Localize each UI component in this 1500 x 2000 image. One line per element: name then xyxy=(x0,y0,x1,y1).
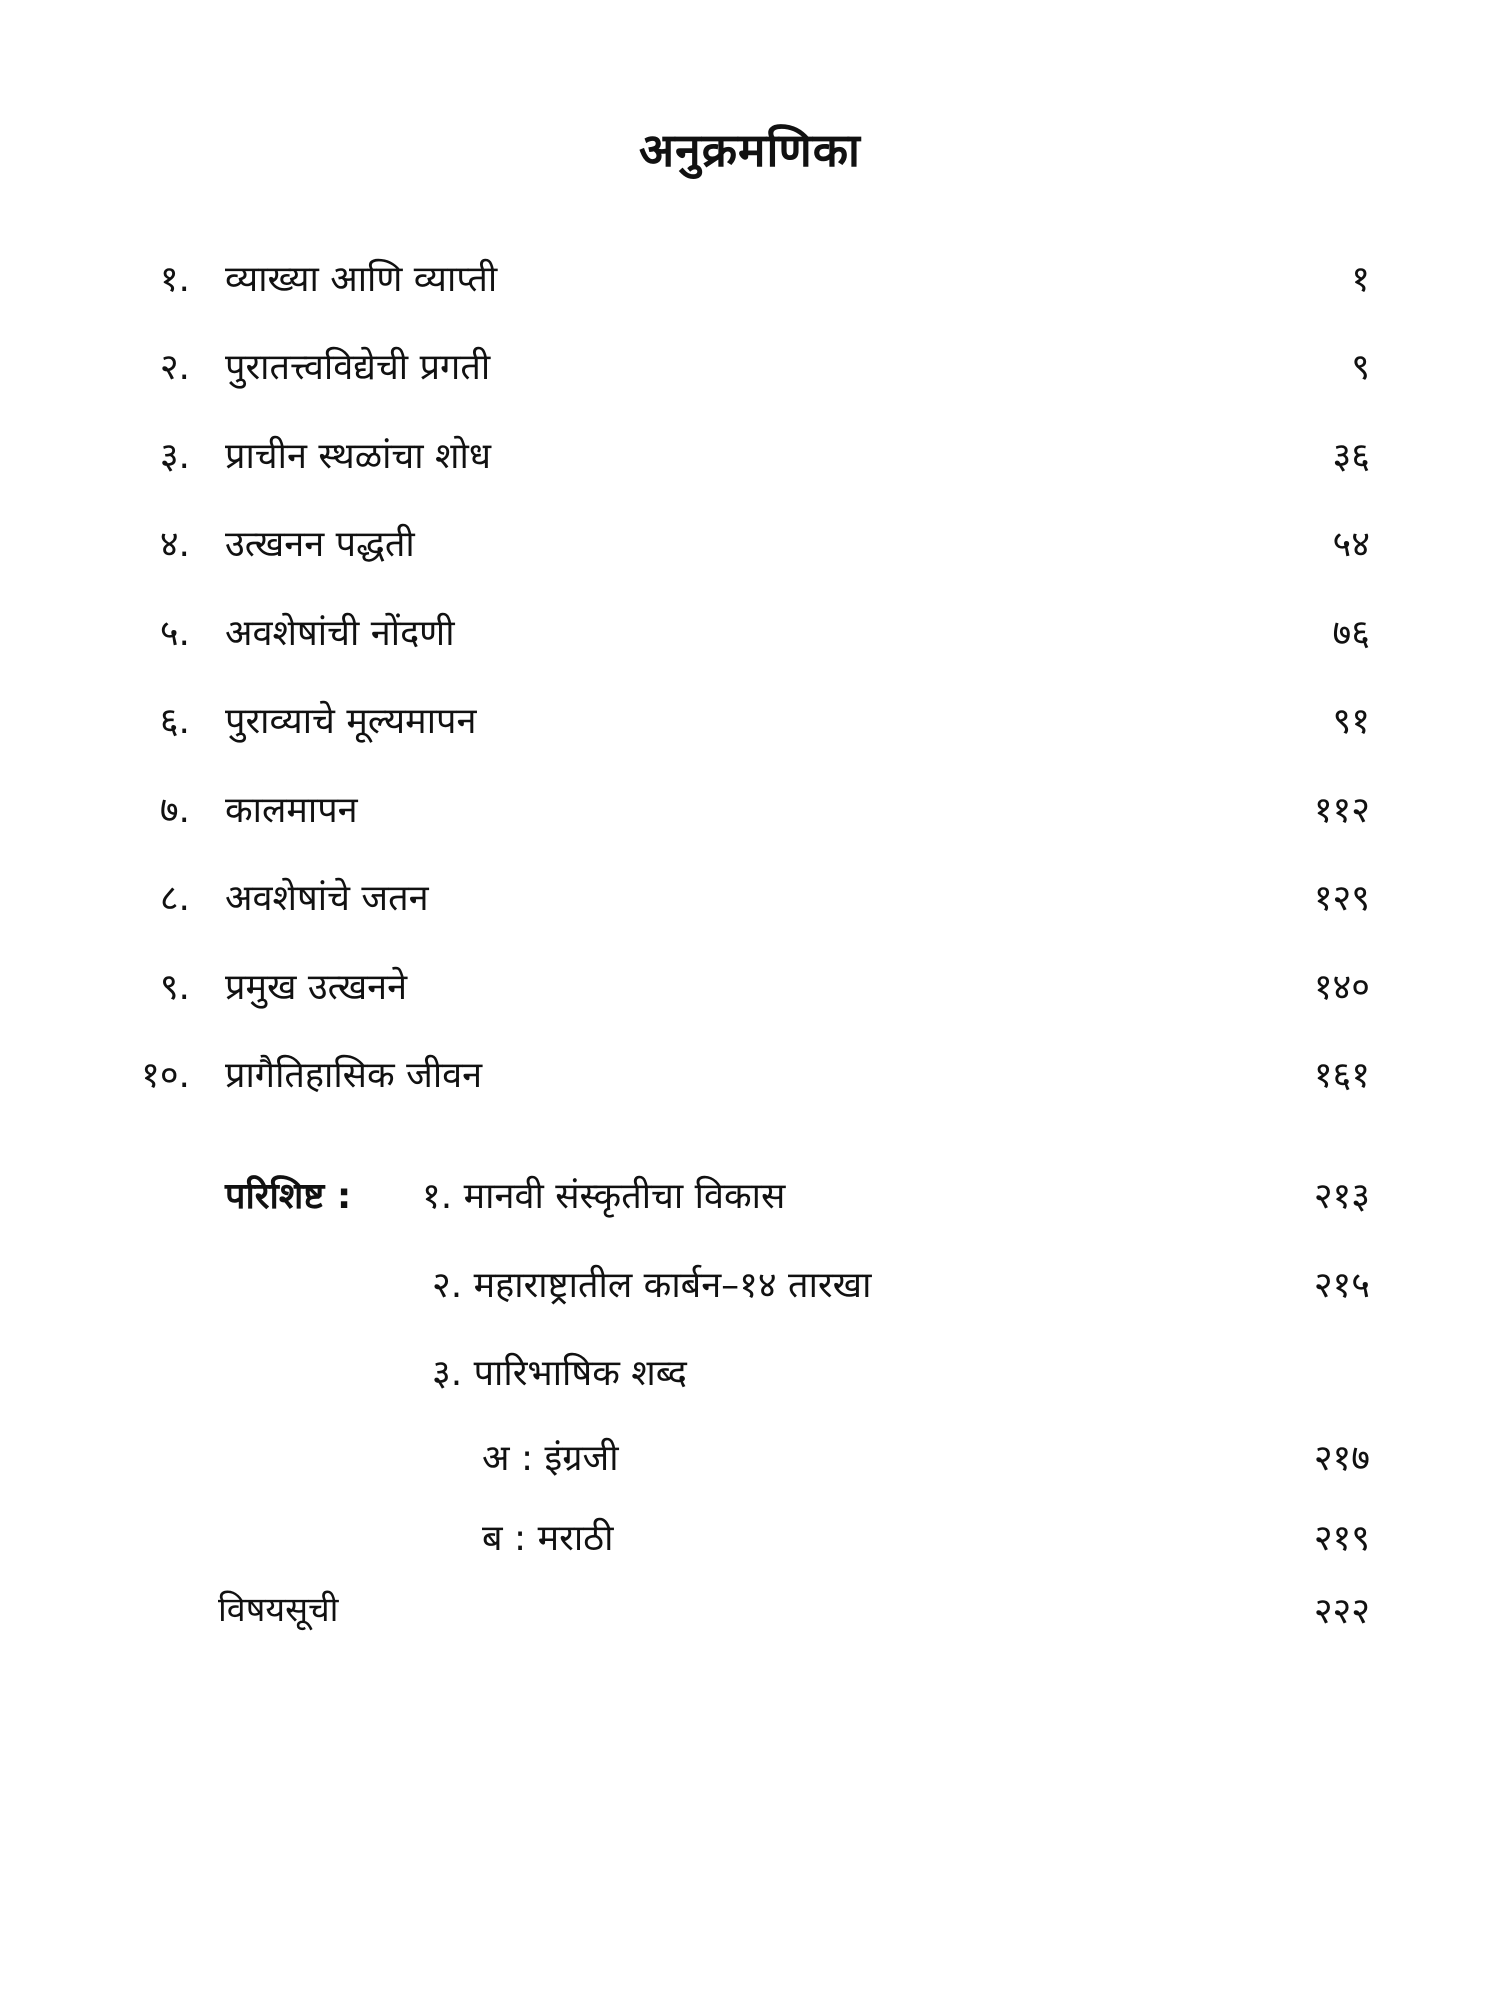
appendix-title: २. महाराष्ट्रातील कार्बन–१४ तारखा xyxy=(432,1265,872,1306)
page-number: १४० xyxy=(1313,967,1370,1008)
chapter-title: प्रागैतिहासिक जीवन xyxy=(225,1055,483,1096)
page-number: १२९ xyxy=(1313,878,1370,919)
chapter-number: ९. xyxy=(159,967,190,1008)
appendix-entry[interactable] xyxy=(0,1170,1500,1230)
page-number: २१३ xyxy=(1313,1176,1370,1217)
appendix-subentry[interactable] xyxy=(0,1432,1500,1492)
chapter-number: ६. xyxy=(159,701,190,742)
chapter-title: पुरातत्त्वविद्येची प्रगती xyxy=(225,347,491,388)
page-number: २२२ xyxy=(1313,1591,1370,1632)
toc-entry[interactable] xyxy=(0,961,1500,1021)
toc-entry[interactable] xyxy=(0,784,1500,844)
appendix-subtitle: अ : इंग्रजी xyxy=(482,1438,619,1479)
chapter-title: प्राचीन स्थळांचा शोध xyxy=(225,436,491,477)
chapter-title: उत्खनन पद्धती xyxy=(225,524,415,565)
page-number: २१५ xyxy=(1313,1265,1370,1306)
appendix-entry[interactable] xyxy=(0,1259,1500,1319)
toc-entry[interactable] xyxy=(0,872,1500,932)
appendix-subentry[interactable] xyxy=(0,1512,1500,1572)
toc-entry[interactable] xyxy=(0,1049,1500,1109)
page-number: १ xyxy=(1351,259,1370,300)
chapter-number: ३. xyxy=(159,436,190,477)
index-entry[interactable] xyxy=(0,1585,1500,1645)
appendix-title: ३. पारिभाषिक शब्द xyxy=(432,1353,687,1394)
chapter-number: ५. xyxy=(159,613,190,654)
chapter-number: १. xyxy=(159,259,190,300)
toc-entry[interactable] xyxy=(0,430,1500,490)
chapter-number: ७. xyxy=(159,790,190,831)
page-number: ११२ xyxy=(1313,790,1370,831)
toc-entry[interactable] xyxy=(0,253,1500,313)
chapter-title: पुराव्याचे मूल्यमापन xyxy=(225,701,477,742)
chapter-number: ४. xyxy=(159,524,190,565)
page-number: ७६ xyxy=(1332,613,1370,654)
index-title: विषयसूची xyxy=(218,1590,339,1630)
page-number: १६१ xyxy=(1313,1055,1370,1096)
chapter-title: व्याख्या आणि व्याप्ती xyxy=(225,259,498,300)
toc-entry[interactable] xyxy=(0,518,1500,578)
page-number: २१९ xyxy=(1313,1518,1370,1559)
toc-entry[interactable] xyxy=(0,607,1500,667)
appendix-entry xyxy=(0,1347,1500,1407)
chapter-title: प्रमुख उत्खनने xyxy=(225,967,408,1008)
appendix-subtitle: ब : मराठी xyxy=(482,1518,614,1559)
page-number: ५४ xyxy=(1332,524,1370,565)
chapter-title: अवशेषांचे जतन xyxy=(225,878,429,919)
chapter-number: ८. xyxy=(159,878,190,919)
chapter-title: अवशेषांची नोंदणी xyxy=(225,613,455,654)
toc-entry[interactable] xyxy=(0,341,1500,401)
chapter-title: कालमापन xyxy=(225,790,358,831)
page-number: ३६ xyxy=(1332,436,1370,477)
chapter-number: १०. xyxy=(141,1055,190,1096)
appendix-heading: परिशिष्ट : xyxy=(225,1176,352,1217)
page-number: ९ xyxy=(1351,347,1370,388)
page-number: २१७ xyxy=(1313,1438,1370,1479)
page-number: ९१ xyxy=(1332,701,1370,742)
appendix-title: १. मानवी संस्कृतीचा विकास xyxy=(422,1176,786,1217)
page-title: अनुक्रमणिका xyxy=(639,123,861,177)
chapter-number: २. xyxy=(159,347,190,388)
toc-entry[interactable] xyxy=(0,695,1500,755)
